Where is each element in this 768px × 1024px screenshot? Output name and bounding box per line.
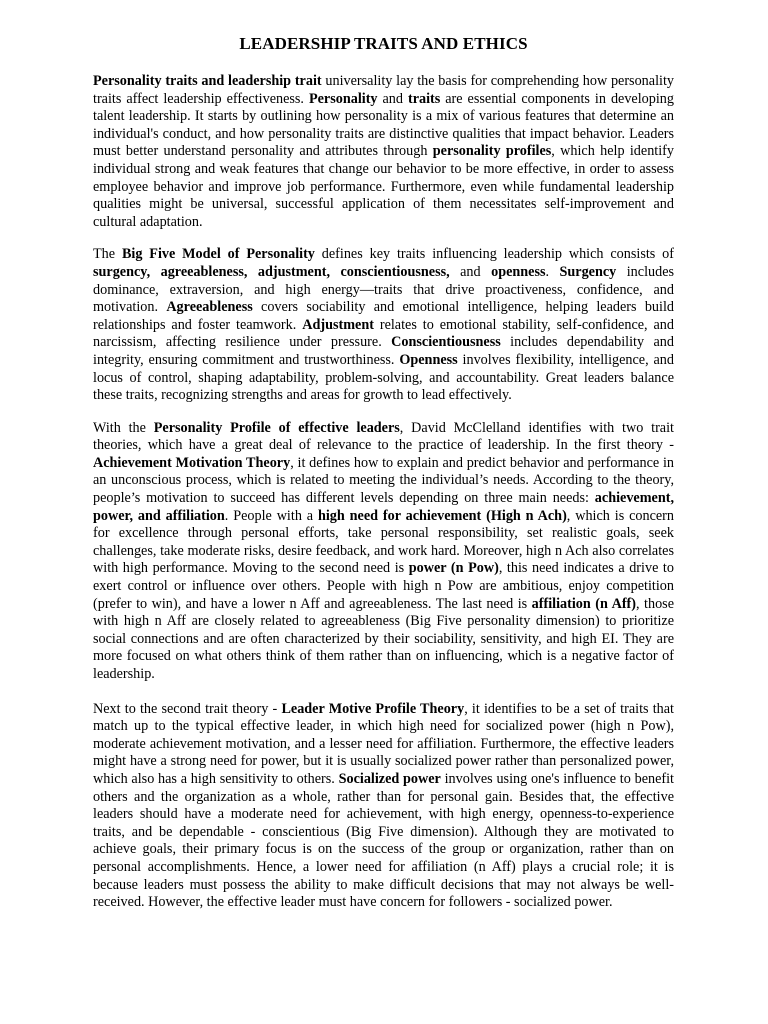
text-run: includes dependability and integrity, ensuring commitment and trustworthiness. — [93, 334, 674, 368]
text-run: involves using one's influence to benefit others and the organization as a whole, rather than for personal gain. Besides that, the effective leaders should have a moderate need for achievement, with high energy, openness-to-experience traits, and be dependable - conscientious (Big Five dimension). Although they are motivated to achieve goals, their primary focus is on the success of the group or organization, rather than on personal accomplishments. Hence, a lower need for affiliation (n Aff) plays a crucial role; it is because leaders must possess the ability to make difficult decisions that may not always be well-received. However, the effective leader must have concern for followers - socialized power. — [93, 770, 674, 911]
text-run: Next to the second trait theory - — [93, 700, 282, 717]
bold-term: high need for achievement (High n Ach) — [317, 507, 567, 524]
text-run: are essential components in developing talent leadership. It starts by outlining how personality is a mix of various features that determine an individual's conduct, and how personality traits are distinctive qualities that impact behavior. Leaders must better understand personality and attributes through — [93, 90, 674, 160]
bold-term: Adjustment — [302, 316, 374, 333]
bold-term: Agreeableness — [166, 299, 253, 316]
text-run: , it identifies to be a set of traits that match up to the typical effective leader, in which high need for socialized power (high n Pow), moderate achievement motivation, and a lesser need for affiliation. Furthermore, the effective leaders might have a strong need for power, but it is usually socialized power rather than personalized power, which also has a high sensitivity to others. — [93, 700, 675, 787]
paragraph-leader-motive-profile — [93, 701, 674, 912]
document-title: LEADERSHIP TRAITS AND ETHICS — [239, 34, 528, 53]
bold-term: Personality — [308, 90, 378, 107]
text-run: includes dominance, extraversion, and high energy—traits that drive proactiveness, confidence, and motivation. — [93, 263, 675, 316]
text-run: relates to emotional stability, self-confidence, and narcissism, affecting resilience under pressure. — [93, 316, 674, 351]
bold-term: power (n Pow) — [408, 560, 499, 577]
text-run: , those with high n Aff are closely related to agreeableness (Big Five personality dimension) to prioritize social connections and are often characterized by their sociability, sensitivity, and high EI. They are more focused on what others think of them rather than on influencing, which is a negative factor of leadership. — [93, 595, 674, 682]
bold-term: Personality Profile of effective leaders — [153, 419, 400, 436]
text-run: covers sociability and emotional intelligence, helping leaders build relationships and foster teamwork. — [93, 299, 674, 333]
text-run: . People with a — [224, 507, 318, 524]
bold-term: surgency, agreeableness, adjustment, conscientiousness, — [93, 263, 450, 280]
document-page — [93, 0, 674, 912]
bold-term: Conscientiousness — [391, 334, 501, 351]
paragraph-personality-traits — [93, 73, 674, 231]
bold-term: Leader Motive Profile Theory — [281, 700, 465, 717]
bold-term: affiliation (n Aff) — [531, 595, 637, 612]
text-run: , it defines how to explain and predict behavior and performance in an unconscious process, which is related to meeting the individual’s needs. According to the theory, people’s motivation to succeed has different levels depending on three main needs: — [93, 454, 674, 507]
bold-term: openness — [491, 263, 546, 280]
bold-term: personality profiles — [432, 143, 552, 160]
bold-term: Big Five Model of Personality — [121, 246, 315, 263]
bold-term: traits — [407, 90, 441, 107]
paragraph-achievement-motivation — [93, 420, 674, 684]
paragraph-big-five-model — [93, 246, 674, 404]
bold-term: Achievement Motivation Theory — [93, 454, 291, 471]
text-run: The — [93, 246, 122, 263]
bold-term: Surgency — [559, 263, 617, 280]
text-run: universality lay the basis for comprehending how personality traits affect leadership effectiveness. — [93, 73, 674, 107]
text-run: and — [377, 90, 408, 107]
bold-term: achievement, power, and affiliation — [93, 490, 674, 524]
text-run: , which is concern for excellence through personal efforts, take personal responsibility, set realistic goals, seek challenges, take moderate risks, desire feedback, and work hard. Moreover, high n Ach also correlates with high performance. Moving to the second need is — [93, 507, 674, 577]
text-run: , David McClelland identifies with two trait theories, which have a great deal of relevance to the practice of leadership. In the first theory - — [93, 419, 674, 454]
bold-term: Socialized power — [338, 770, 441, 787]
bold-term: Openness — [399, 351, 458, 368]
text-run: defines key traits influencing leadership which consists of — [314, 246, 674, 263]
text-run: and — [449, 263, 492, 280]
text-run: With the — [93, 419, 154, 436]
text-run: , this need indicates a drive to exert control or influence over others. People with high n Pow are ambitious, enjoy competition (prefer to win), and have a lower n Aff and agreeableness. The last need is — [93, 560, 674, 612]
text-run: involves flexibility, intelligence, and locus of control, shaping adaptability, problem-solving, and accountability. Great leaders balance these traits, recognizing strengths and areas for growth to lead effectively. — [93, 351, 674, 404]
text-run: . — [545, 263, 560, 280]
bold-term: Personality traits and leadership trait — [93, 73, 322, 89]
text-run: , which help identify individual strong and weak features that change our behavior to be more effective, in order to assess employee behavior and improve job performance. Furthermore, even while fundamental leadership qualities might be universal, successful application of them necessitates self-improvement and cultural adaptation. — [93, 143, 674, 230]
